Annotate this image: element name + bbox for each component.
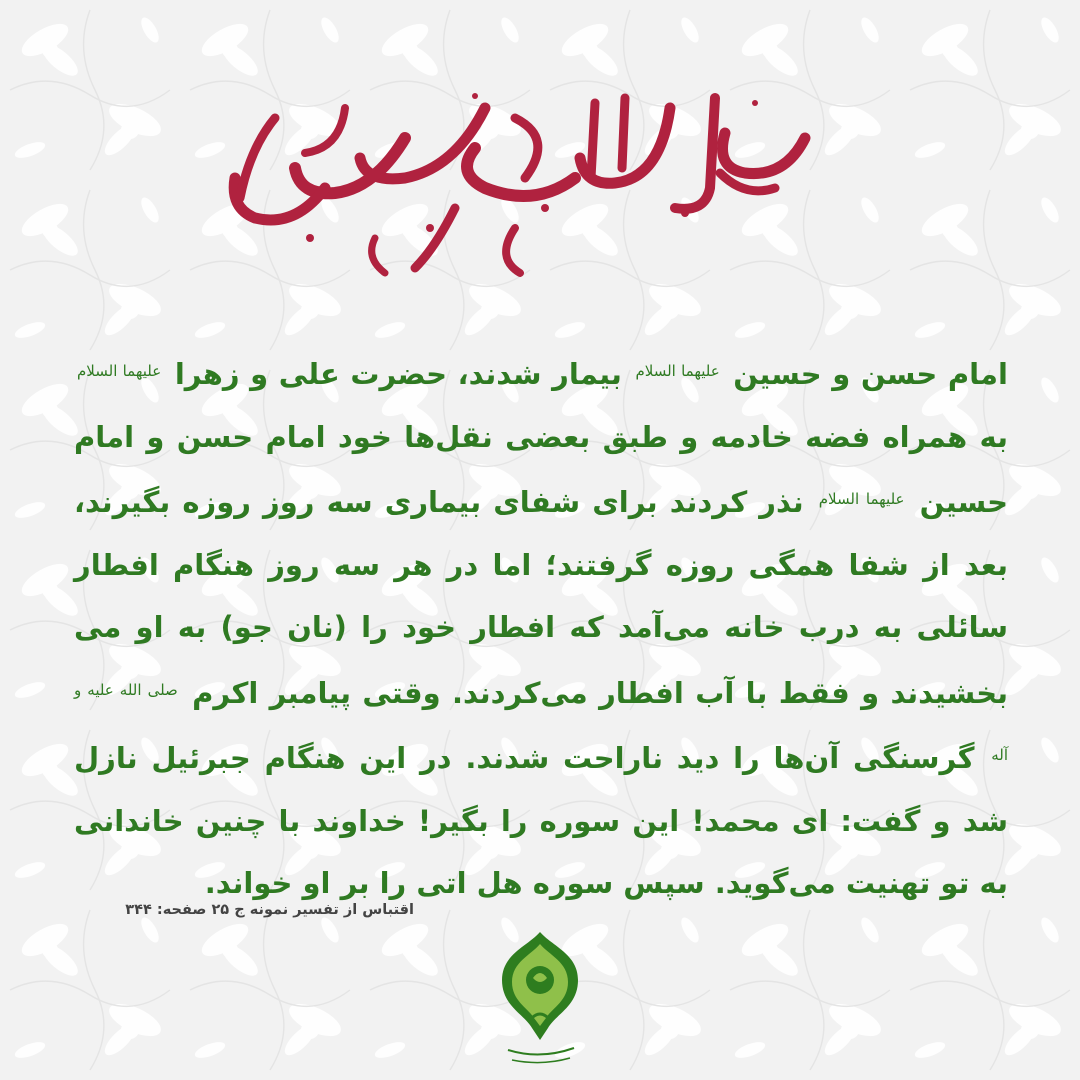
quran-verse-calligraphy (215, 78, 825, 288)
honorific-4: صلی الله علیه و آله (74, 680, 1008, 764)
body-line-1a: امام حسن و حسین (733, 357, 1008, 391)
body-line-3: گرسنگی آن‌ها را دید ناراحت شدند. در این هنگام جبرئیل نازل شد و گفت: ای محمد! این سوره را بگیر! خداوند با چنین خاندانی به تو تهنیت می‌گوید. سپس سوره هل اتی را بر او خواند. (74, 741, 1008, 900)
organization-logo (490, 928, 590, 1068)
honorific-1: علیهما السلام (635, 362, 720, 380)
source-citation: اقتباس از تفسیر نمونه ج ۲۵ صفحه: ۳۴۴ (125, 902, 414, 918)
body-line-2: نذر کردند برای شفای بیماری سه روز روزه بگیرند، بعد از شفا همگی روزه گرفتند؛ اما در هر سه روز هنگام افطار سائلی به درب خانه می‌آمد که افطار خود را (نان جو) به او می بخشیدند و فقط با آب افطار می‌کردند. وقتی پیامبر اکرم (74, 485, 1008, 710)
story-paragraph (74, 340, 1008, 915)
honorific-2: علیهما السلام (77, 362, 162, 380)
body-line-1c: به همراه فضه خادمه و طبق بعضی نقل‌ها خود امام حسن و امام حسین (74, 419, 1008, 519)
body-line-1b: بیمار شدند، حضرت علی و زهرا (174, 357, 622, 391)
honorific-3: علیهما السلام (818, 490, 905, 508)
